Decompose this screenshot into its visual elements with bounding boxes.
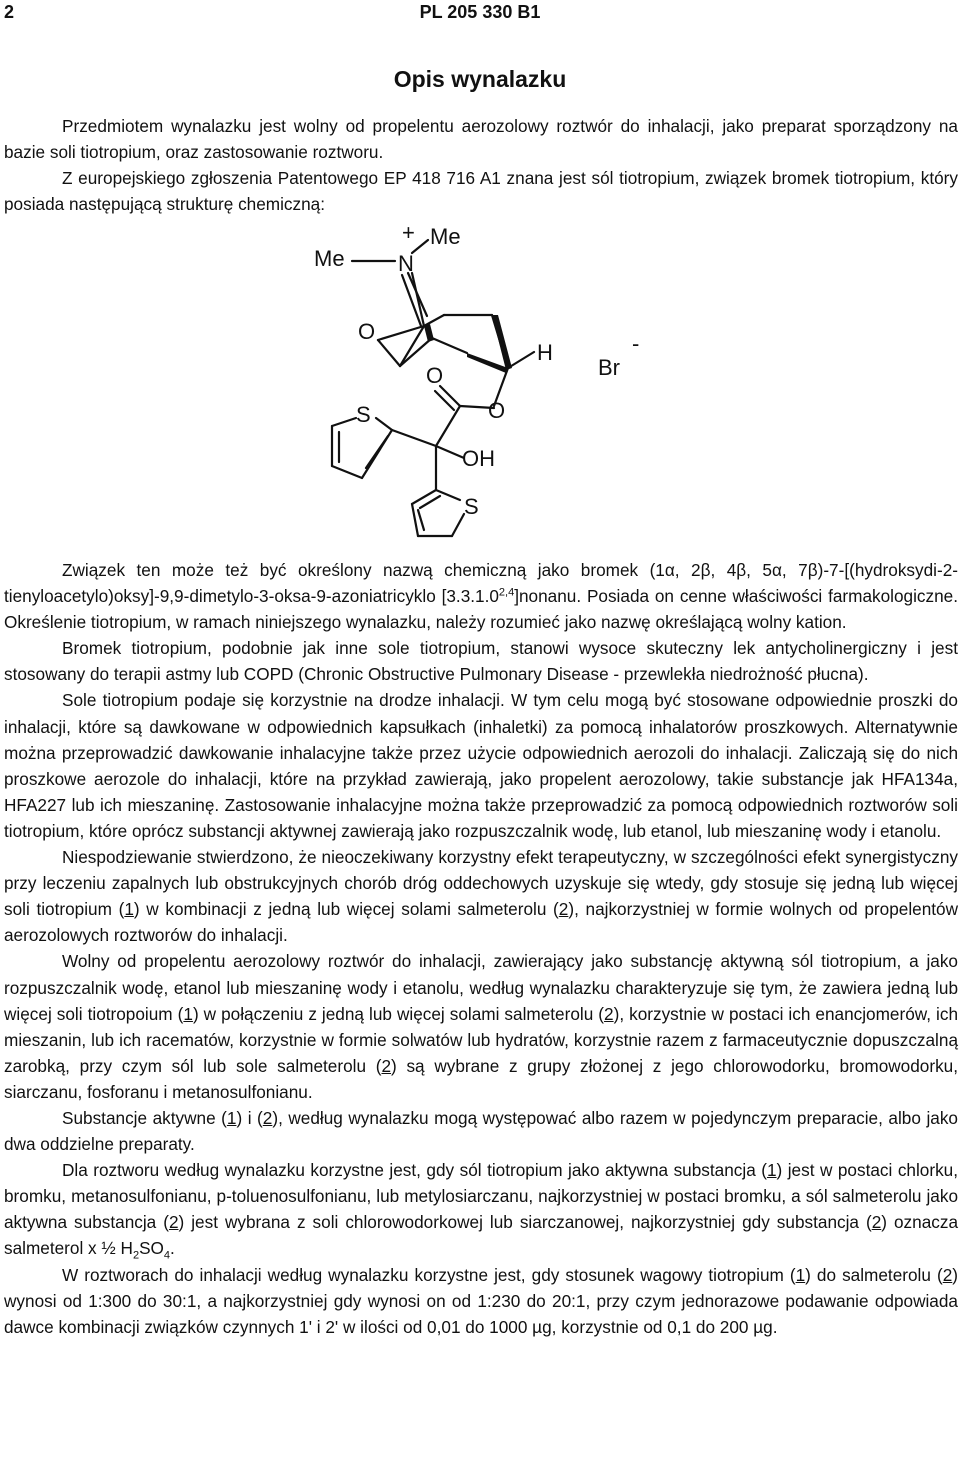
label-s-1: S [356,402,371,427]
paragraph-synergy: Niespodziewanie stwierdzono, że nieoczekiwany korzystny efekt terapeutyczny, w szczególności efekt synergistyczny przy leczeniu zapalnych lub obstrukcyjnych chorób dróg oddechowych uzyskuje się wtedy, gdy stosuje się jedną lub więcej soli tiotropium (1) w kombinacji z jedną lub więcej solami salmeterolu (2), najkorzystniej w formie wolnych od propelentów aerozolowych roztworów do inhalacji. [4,847,959,946]
th1-d2 [366,436,388,468]
bond-epox-2 [378,340,400,366]
bond-epox-4 [400,338,432,366]
th2-b2 [412,504,418,536]
body-text [4,557,958,1340]
bond-c-cq [436,406,460,446]
paragraph-salt-forms: Dla roztworu według wynalazku korzystne jest, gdy sól tiotropium jako aktywna substancja (1) jest w postaci chlorku, bromku, metanosulfonianu, p-toluenosulfonianu, lub metylosiarczanu, najkorzystniej w postaci bromku, a sól salmeterolu jako aktywna substancja (2) jest wybrana z soli chlorowodorkowej lub siarczanowej, najkorzystniej gdy substancja (2) oznacza salmeterol x ½ $H_2SO_4$. [4,1160,959,1262]
label-plus: + [402,220,415,245]
th2-b4 [452,514,464,536]
paragraph-inhalation: Sole tiotropium podaje się korzystnie na drodze inhalacji. W tym celu mogą być stosowane odpowiednie proszki do inhalacji, które są dawkowane w odpowiednich kapsułkach (inhaletki) za pomocą inhalatorów proszkowych. Alternatywnie można przeprowadzić dawkowanie inhalacyjne także przez użycie odpowiednich aerozoli do inhalacji. Zaliczają się do nich proszkowe aerozole do inhalacji, które na przykład zawierają, jako propelent aerozolowy, takie substancje jak HFA134a, HFA227 lub ich mieszaninę. Zastosowanie inhalacyjne można także przeprowadzić za pomocą odpowiednich roztworów soli tiotropium, które oprócz substancji aktywnej zawierają jako rozpuszczalnik wodę, lub etanol, lub mieszaninę wody i etanolu. [4,690,958,841]
wedge-2 [467,353,508,373]
patent-number: PL 205 330 B1 [419,2,541,22]
bond-co-1 [440,386,460,406]
page-header [0,0,960,28]
paragraph-prior-art: Z europejskiego zgłoszenia Patentowego EP 418 716 A1 znana jest sól tiotropium, związek bromek tiotropium, który posiada następującą strukturę chemiczną: [4,168,958,215]
paragraph-anticholinergic: Bromek tiotropium, podobnie jak inne sole tiotropium, stanowi wysoce skuteczny lek antycholinergiczny i jest stosowany do terapii astmy lub COPD (Chronic Obstructive Pulmonary Disease - przewlekła niedrożność płucna). [4,638,958,685]
paragraph-chemical-name: Związek ten może też być określony nazwą chemiczną jako bromek (1α, 2β, 4β, 5α, 7β)-7-[(hydroksydi-2-tienyloacetylo)oksy]-9,9-dimetylo-3-oksa-9-azoniatricyklo [3.3.1.0$^{2,4}$]nonanu. Posiada on cenne właściwości farmakologiczne. Określenie tiotropium, w ramach niniejszego wynalazku, należy rozumieć jako nazwę określającą wolny kation. [4,560,958,633]
label-o-carbonyl: O [426,363,444,388]
label-o-epoxide: O [358,319,376,344]
label-oh: OH [462,446,495,471]
th1-s-bond [376,418,392,430]
paragraph-active-substances: Substancje aktywne (1) i (2), według wynalazku mogą występować albo razem w pojedynczym preparacie, albo jako dwa oddzielne preparaty. [4,1107,958,1155]
section-title: Opis wynalazku [393,66,567,92]
chemical-structure [312,218,652,548]
bond-co-2 [435,391,454,410]
bond-lower-1 [432,338,467,353]
label-me-2: Me [430,224,461,249]
bond-cq-oh [436,446,464,458]
bond-cq-th1 [392,430,436,446]
th2-b1 [412,490,436,504]
intro-text [4,113,958,217]
label-n: N [398,251,414,276]
label-br: Br [598,355,620,380]
th1-b3 [332,466,362,478]
wedge-3 [492,315,512,370]
th2-d1 [418,510,424,530]
label-minus: - [632,331,640,356]
bond-bridge-2 [408,273,427,316]
label-s-2: S [464,494,479,519]
th1-b1 [332,418,356,426]
bond-c7-h [508,352,534,368]
label-o-ester: O [488,398,506,423]
paragraph-solution-definition: Wolny od propelentu aerozolowy roztwór do inhalacji, zawierający jako substancję aktywną sól tiotropium, a jako rozpuszczalnik wodę, etanol lub mieszaninę wody i etanolu, według wynalazku charakteryzuje się tym, że zawiera jedną lub więcej soli tiotropoium (1) w połączeniu z jedną lub więcej solami salmeterolu (2), korzystnie w postaci ich enancjomerów, ich mieszanin, lub ich racematów, korzystnie w formie solwatów lub hydratów, korzystnie razem z farmaceutycznie dopuszczalną zarobką, przy czym sól lub sole salmeterolu (2) są wybrane z grupy złożonej z jego chlorowodorku, bromowodorku, siarczanu, fosforanu i metanosulfonianu. [4,951,959,1102]
paragraph-subject: Przedmiotem wynalazku jest wolny od propelentu aerozolowy roztwór do inhalacji, jako preparat sporządzony na bazie soli tiotropium, oraz zastosowanie roztworu. [4,116,958,163]
paragraph-weight-ratio: W roztworach do inhalacji według wynalazku korzystne jest, gdy stosunek wagowy tiotropium (1) do salmeterolu (2) wynosi od 1:300 do 30:1, a najkorzystniej gdy wynosi on od 1:230 do 20:1, przy czym jednorazowe podawanie odpowiada dawce kombinacji związków czynnych 1' i 2' w ilości od 0,01 do 1000 µg, korzystnie od 0,1 do 200 µg. [4,1264,958,1337]
wedge-1 [424,324,434,342]
page-number: 2 [4,2,15,22]
tiotropium-bromide-structure-svg [312,218,652,548]
label-h: H [537,340,553,365]
label-me-1: Me [314,246,345,271]
